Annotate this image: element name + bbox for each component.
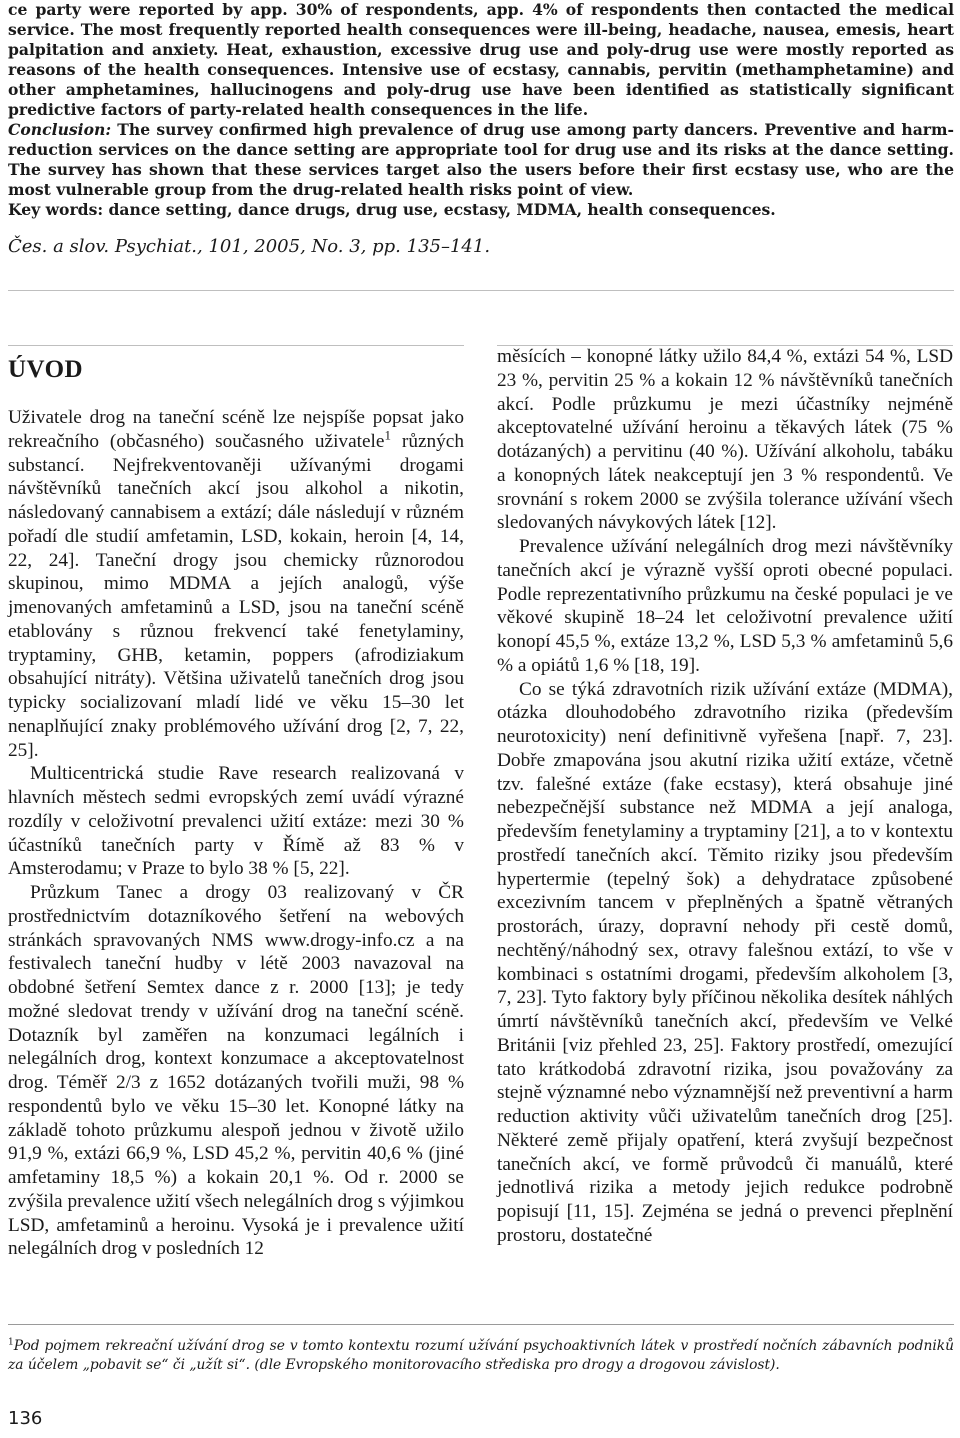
- abstract: [8, 0, 954, 220]
- footnote-marker: 1: [8, 1337, 14, 1348]
- section-divider: [8, 290, 954, 291]
- footnote-text: Pod pojmem rekreační užívání drog se v tomto kontextu rozumí užívání psychoaktivních látek v prostředí nočních zábavních podniků za účelem „pobavit se“ či „užít si“. (dle Evropského monitorovacího střediska pro drogy a drogovou závislost).: [8, 1338, 954, 1373]
- conclusion-text: The survey confirmed high prevalence of drug use among party dancers. Preventive and harm-reduction services on the dance setting are appropriate tool for drug use and its risks at the dance setting. The survey has shown that these services target also the users before their first ecstasy use, who are the most vulnerable group from the drug-related health risks point of view.: [8, 120, 954, 199]
- abstract-conclusion: [8, 120, 954, 200]
- conclusion-label: Conclusion:: [8, 120, 112, 139]
- paragraph: Multicentrická studie Rave research realizovaná v hlavních městech sedmi evropských zemí uvádí výrazné rozdíly v celoživotní prevalenci užití extáze: mezi 30 % účastníků tanečních party v Římě až 83 % v Amsterodamu; v Praze to bylo 38 % [5, 22].: [8, 763, 464, 880]
- abstract-results: ce party were reported by app. 30% of respondents, app. 4% of respondents then contacted the medical service. The most frequently reported health consequences were ill-being, headache, nausea, emesis, heart palpitation and anxiety. Heat, exhaustion, excessive drug use and poly-drug use were mostly reported as reasons of the health consequences. Intensive use of ecstasy, cannabis, pervitin (methamphetamine) and other amphetamines, hallucinogens and poly-drug use have been identified as statistically significant predictive factors of party-related health consequences in the life.: [8, 0, 954, 119]
- abstract-keywords: Key words: dance setting, dance drugs, drug use, ecstasy, MDMA, health consequences.: [8, 200, 776, 219]
- left-column-rule: [8, 345, 464, 346]
- left-column: [8, 406, 464, 1261]
- footnote: [8, 1337, 954, 1375]
- page-number: 136: [8, 1408, 43, 1429]
- footnote-rule: [8, 1324, 954, 1325]
- paragraph: [8, 406, 464, 762]
- section-heading: ÚVOD: [8, 356, 84, 383]
- paragraph: Co se týká zdravotních rizik užívání extáze (MDMA), otázka dlouhodobého zdravotního rizika (především neurotoxicity) není definitivně vyřešena [např. 7, 23]. Dobře zmapována jsou akutní rizika užití extáze, včetně tzv. falešné extáze (fake ecstasy), která obsahuje jiné nebezpečnější substance než MDMA a její analoga, především fenetylaminy a tryptaminy [21], a to v kontextu prostředí tanečních akcí. Těmito riziky jsou především hypertermie (tepelný šok) a dehydratace způsobené excezivním tancem v přeplněných a špatně větraných prostorách, úrazy, dopravní nehody při cestě domů, nechtěný/náhodný sex, otravy falešnou extází, to vše v kombinaci s ostatními drogami, především alkoholem [3, 7, 23]. Tyto faktory byly příčinou několika desítek náhlých úmrtí návštěvníků tanečních akcí, především ve Velké Británii [viz přehled 23, 25]. Faktory prostředí, omezující tato krátkodobá zdravotní rizika, jsou považovány za stejně významné nebo významnější než preventivní a harm reduction aktivity vůči uživatelům tanečních drog [25]. Některé země přijaly opatření, která zvyšují bezpečnost tanečních akcí, ve formě průvodců či manuálů, které jednotlivá rizika a metody jejich redukce podrobně popisují [11, 15]. Zejména se jedná o prevenci přeplnění prostoru, dostatečné: [497, 678, 953, 1246]
- footnote-reference: 1: [384, 427, 391, 443]
- paragraph: Průzkum Tanec a drogy 03 realizovaný v ČR prostřednictvím dotazníkového šetření na webových stránkách spravovaných NMS www.drogy-info.cz a na festivalech taneční hudby v létě 2003 navazoval na obdobné šetření Semtex dance z r. 2000 [13]; je tedy možné sledovat trendy v užívání drog na taneční scéně. Dotazník byl zaměřen na konzumaci legálních i nelegálních drog, kontext konzumace a akceptovatelnost drog. Téměř 2/3 z 1652 dotázaných tvořili muži, 98 % respondentů bylo ve věku 15–30 let. Konopné látky na základě tohoto průzkumu alespoň jednou v životě užilo 91,9 %, extázi 66,9 %, LSD 45,2 %, pervitin 40,6 % (jiné amfetaminy 18,5 %) a kokain 20,1 %. Od r. 2000 se zvýšila prevalence užití všech nelegálních drog s výjimkou LSD, amfetaminů a heroinu. Vysoká je i prevalence užití nelegálních drog v posledních 12: [8, 882, 464, 1260]
- journal-citation: Čes. a slov. Psychiat., 101, 2005, No. 3, pp. 135–141.: [8, 236, 491, 257]
- paragraph-text: různých substancí. Nejfrekventovaněji užívanými drogami návštěvníků tanečních akcí jsou alkohol a nikotin, následovaný cannabisem a extází; dále následují v různém pořadí dle studií amfetamin, LSD, kokain, heroin [4, 14, 22, 24]. Taneční drogy jsou chemicky různorodou skupinou, mimo MDMA a jejích analogů, výše jmenovaných amfetaminů a LSD, jsou na taneční scéně etablovány s různou frekvencí také fenetylaminy, tryptaminy, GHB, ketamin, poppers (afrodiziakum obsahující nitráty). Většina uživatelů tanečních drog jsou typicky socializovaní mladí lidé ve věku 15–30 let nenaplňující znaky problémového užívání drog [2, 7, 22, 25].: [8, 430, 464, 761]
- paragraph: Prevalence užívání nelegálních drog mezi návštěvníky tanečních akcí je výrazně vyšší oproti obecné populaci. Podle reprezentativního průzkumu na české populaci je ve věkové skupině 18–24 let celoživotní prevalence užití konopí 45,5 %, extáze 13,2 %, LSD 5,3 % amfetaminů 5,6 % a opiátů 1,6 % [18, 19].: [497, 536, 953, 676]
- paragraph: měsících – konopné látky užilo 84,4 %, extázi 54 %, LSD 23 %, pervitin 25 % a kokain 12 % návštěvníků tanečních akcí. Podle průzkumu je mezi účastníky nejméně akceptovatelné užívání heroinu a těkavých látek (75 % dotázaných) a pervitinu (40 %). Užívání alkoholu, tabáku a konopných látek neakceptují jen 3 % respondentů. Ve srovnání s rokem 2000 se zvýšila tolerance užívání všech sledovaných návykových látek [12].: [497, 346, 953, 534]
- right-column: [497, 345, 953, 1248]
- paragraph-text: Uživatele drog na taneční scéně lze nejspíše popsat jako rekreačního (občasného) současného uživatele: [8, 407, 464, 452]
